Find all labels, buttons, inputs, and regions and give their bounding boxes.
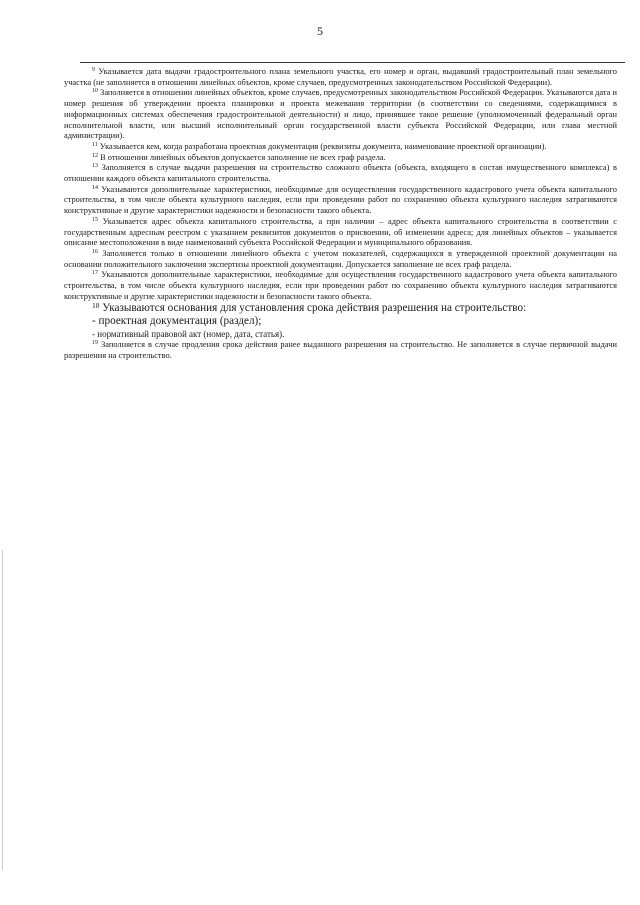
footnote-text: Указывается кем, когда разработана проектная документация (реквизиты документа, наименование проектной организации). [99, 141, 547, 151]
footnote-10 [64, 88, 617, 142]
footnote-14 [64, 185, 617, 217]
footnote-number: 13 [92, 163, 98, 170]
footnote-18 [64, 302, 617, 315]
scan-edge-line [2, 550, 3, 870]
footnote-number: 16 [92, 248, 98, 255]
footnote-17 [64, 270, 617, 302]
footnote-number: 15 [92, 216, 98, 223]
footnote-text: Заполняется в случае продления срока действия ранее выданного разрешения на строительство. Не заполняется в случае первичной выдачи разрешения на строительство. [64, 340, 618, 361]
footnote-number: 9 [92, 67, 95, 73]
footnote-11 [64, 142, 617, 153]
footnote-number: 18 [92, 301, 100, 311]
footnote-number: 10 [92, 88, 98, 95]
footnote-number: 12 [92, 152, 98, 159]
footnote-19 [64, 340, 617, 361]
footnote-13 [64, 163, 617, 184]
footnote-18-item-project-documentation: - проектная документация (раздел); [92, 315, 262, 328]
page-number: 5 [317, 24, 323, 38]
footnote-number: 14 [92, 184, 98, 191]
footnote-9 [64, 67, 617, 88]
footnote-text: Указывается адрес объекта капитального строительства, а при наличии – адрес объекта капитального строительства в соответствии с государственным адресным реестром с указанием реквизитов документов о присвоении, об изменении адреса; для линейных объектов – указывается описание местоположения в виде наименований субъекта Российской Федерации и муниципального образования. [64, 216, 617, 248]
footnote-text: Указываются дополнительные характеристики, необходимые для осуществления государственного кадастрового учета объекта капитального строительства, в том числе объекта культурного наследия, если при проведении работ по сохранению объекта культурного наследия затрагиваются конструктивные и другие характеристики надежности и безопасности такого объекта. [64, 184, 617, 216]
footnote-number: 19 [92, 340, 98, 347]
footnote-text: Заполняется в отношении линейных объектов, кроме случаев, предусмотренных законодательством Российской Федерации. Указываются дата и номер решения об утверждении проекта планировки и проекта межевания территории (в соответствии со сведениями, содержащимися в информационных системах обеспечения градостроительной деятельности) и лицо, принявшее такое решение (уполномоченный федеральный орган исполнительной власти, или высший исполнительный орган государственной власти субъекта Российской Федерации, или глава местной администрации). [64, 88, 618, 141]
footnote-text: Указываются основания для установления срока действия разрешения на строительство: [102, 302, 527, 315]
footnote-text: В отношении линейных объектов допускается заполнение не всех граф раздела. [100, 152, 386, 162]
footnote-12 [64, 153, 617, 164]
footnote-number: 17 [92, 270, 98, 277]
footnote-text: Заполняется только в отношении линейного объекта с учетом показателей, содержащихся в утвержденной проектной документации на основании положительного заключения экспертизы проектной документации. Допускается заполнение не всех граф раздела. [64, 248, 617, 269]
footnote-text: Указываются дополнительные характеристики, необходимые для осуществления государственного кадастрового учета объекта капитального строительства, в том числе объекта культурного наследия, если при проведении работ по сохранению объекта культурного наследия затрагиваются конструктивные и другие характеристики надежности и безопасности такого объекта. [64, 270, 617, 301]
footnote-16 [64, 249, 617, 270]
footnote-number: 11 [92, 141, 98, 148]
footnote-text: Указывается дата выдачи градостроительного плана земельного участка, его номер и орган, выдавший градостроительный план земельного участка (не заполняется в отношении линейных объектов, кроме случаев, предусмотренных законодательством Российской Федерации). [64, 67, 617, 87]
footnote-18-item-legal-act: - нормативный правовой акт (номер, дата, статья). [92, 328, 285, 339]
footnote-text: Заполняется в случае выдачи разрешения на строительство сложного объекта (объекта, входящего в состав имущественного комплекса) в отношении каждого объекта капитального строительства. [64, 163, 617, 184]
footnote-separator-line [80, 62, 625, 63]
footnote-15 [64, 217, 617, 249]
footnotes-section [64, 67, 617, 362]
